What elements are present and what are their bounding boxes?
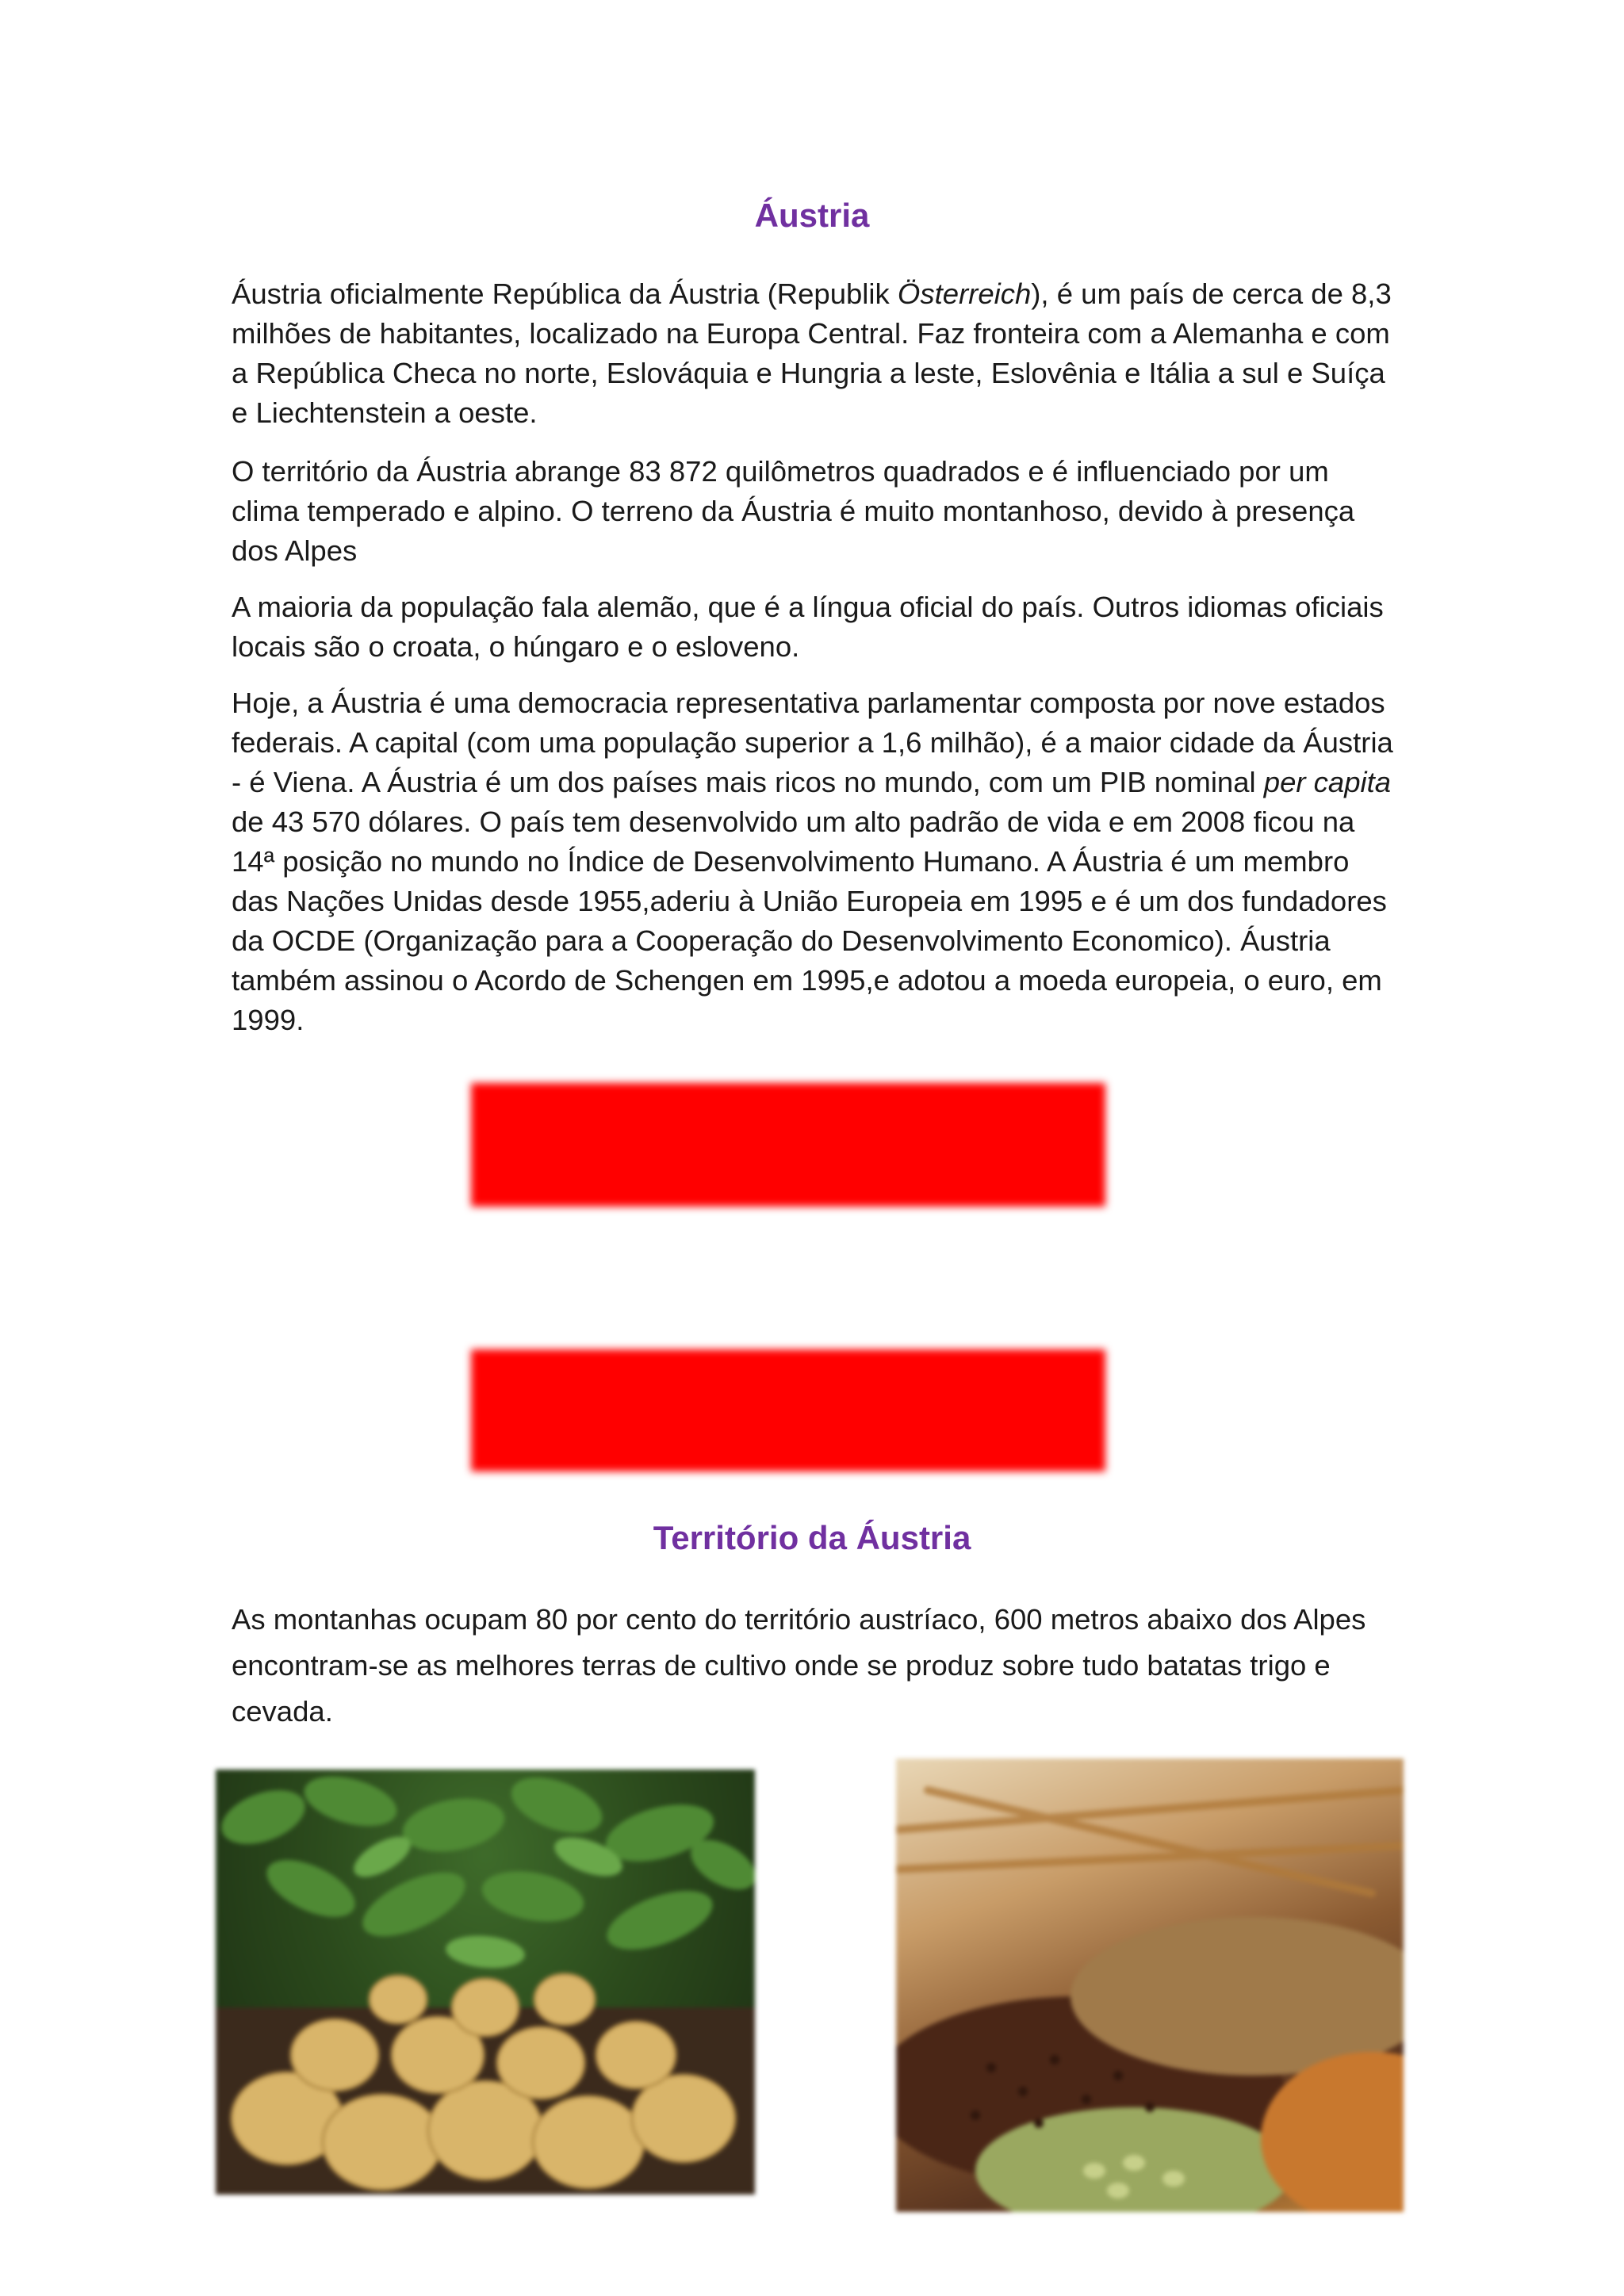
intro-text-a: Áustria oficialmente República da Áustria (Republik xyxy=(232,277,898,310)
grains-illustration xyxy=(896,1758,1404,2212)
language-paragraph: A maioria da população fala alemão, que é a língua oficial do país. Outros idiomas oficiais locais são o croata, o húngaro e o esloveno. xyxy=(232,591,1384,663)
flag-bottom-stripe xyxy=(471,1349,1105,1471)
flag-middle-stripe xyxy=(471,1207,1105,1349)
territory-paragraph: O território da Áustria abrange 83 872 quilômetros quadrados e é influenciado por um clima temperado e alpino. O terreno da Áustria é muito montanhoso, devido à presença dos Alpes xyxy=(232,455,1355,567)
agriculture-paragraph: As montanhas ocupam 80 por cento do território austríaco, 600 metros abaixo dos Alpes encontram-se as melhores terras de cultivo onde se produz sobre tudo batatas trigo e cevada. xyxy=(232,1603,1366,1728)
government-text-b: de 43 570 dólares. O país tem desenvolvido um alto padrão de vida e em 2008 ficou na 14ª posição no mundo no Índice de Desenvolvimento Humano. A Áustria é um membro das Nações Unidas desde 1955,aderiu à União Europeia em 1995 e é um dos fundadores da OCDE (Organização para a Cooperação do Desenvolvimento Economico). Áustria também assinou o Acordo de Schengen em 1995,e adotou a moeda europeia, o euro, em 1999. xyxy=(232,806,1387,1036)
intro-text-italic: Österreich xyxy=(897,277,1032,310)
intro-text-b: ), é um país de cerca de 8,3 milhões de habitantes, localizado na Europa Central. Faz fronteira com a Alemanha e com a República Checa no norte, Eslováquia e Hungria a leste, Eslovênia e Itália a sul e Suíça e Liechtenstein a oeste. xyxy=(232,277,1392,429)
government-text-italic: per capita xyxy=(1263,766,1392,798)
section-title-territory: Território da Áustria xyxy=(653,1519,971,1556)
potatoes-photo xyxy=(216,1770,755,2195)
potatoes-illustration xyxy=(216,1770,755,2195)
grains-photo xyxy=(896,1758,1404,2212)
government-text-a: Hoje, a Áustria é uma democracia representativa parlamentar composta por nove estados federais. A capital (com uma população superior a 1,6 milhão), é a maior cidade da Áustria - é Viena. A Áustria é um dos países mais ricos no mundo, com um PIB nominal xyxy=(232,687,1393,798)
flag-top-stripe xyxy=(471,1083,1105,1207)
government-paragraph xyxy=(232,683,1397,1040)
austria-flag-image xyxy=(471,1083,1105,1471)
intro-paragraph xyxy=(232,274,1397,433)
page-title: Áustria xyxy=(754,197,870,234)
